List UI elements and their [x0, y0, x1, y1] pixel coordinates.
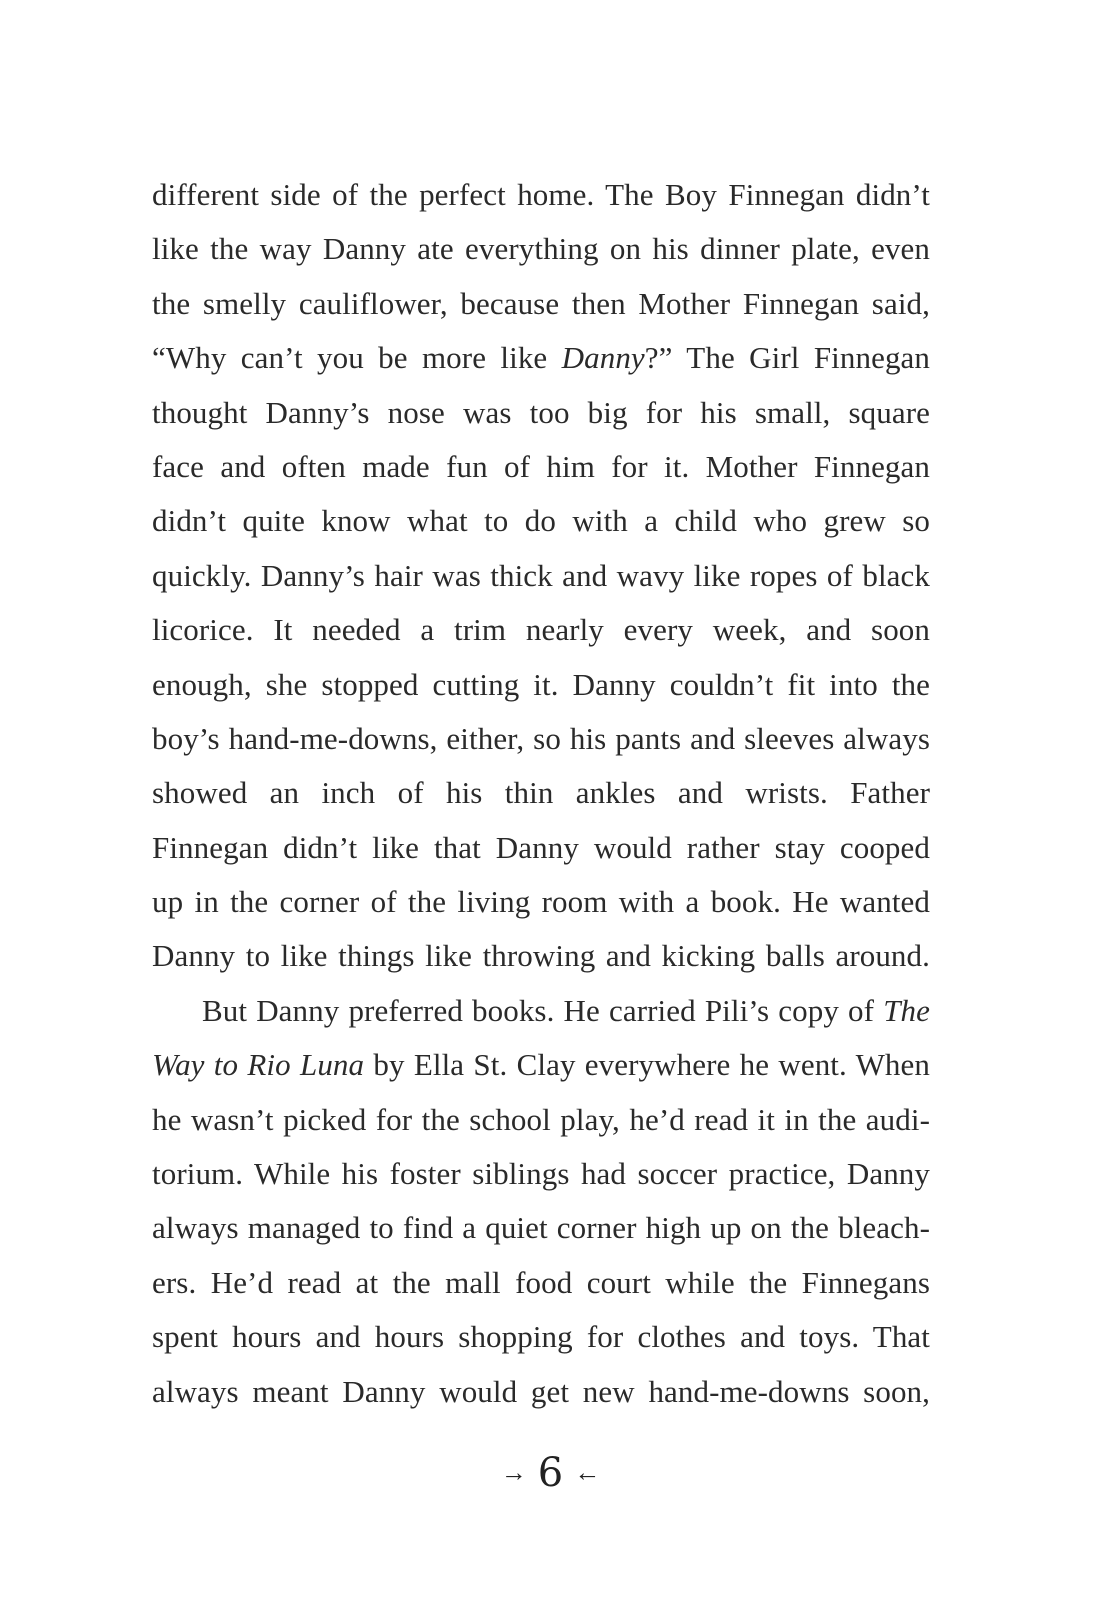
text-line: up in the corner of the living room with a book. He wanted: [152, 884, 930, 920]
text-line: ers. He’d read at the mall food court while the Finnegans: [152, 1264, 930, 1300]
italic-text: Danny: [561, 340, 645, 376]
text-line: always managed to find a quiet corner high up on the bleach-: [152, 1210, 930, 1246]
paragraph-1: [152, 168, 930, 984]
italic-text: The: [883, 992, 930, 1028]
text-run: But Danny preferred books. He carried Pili’s copy of: [202, 992, 884, 1028]
right-arrow-icon: →: [500, 1458, 527, 1487]
text-line: quickly. Danny’s hair was thick and wavy like ropes of black: [152, 557, 930, 593]
text-line: showed an inch of his thin ankles and wrists. Father: [152, 775, 930, 811]
text-line: didn’t quite know what to do with a child who grew so: [152, 503, 930, 539]
text-line: torium. While his foster siblings had soccer practice, Danny: [152, 1156, 930, 1192]
text-line: thought Danny’s nose was too big for his small, square: [152, 394, 930, 430]
text-line: he wasn’t picked for the school play, he’d read it in the audi-: [152, 1101, 930, 1137]
text-line: [152, 331, 930, 385]
italic-text: Way to Rio Luna: [152, 1047, 365, 1083]
text-run: “Why can’t you be more like: [152, 340, 562, 376]
paragraph-2: [152, 984, 930, 1419]
text-run: ?” The Girl Finnegan: [644, 340, 930, 376]
text-line: spent hours and hours shopping for clothes and toys. That: [152, 1319, 930, 1355]
page-number-footer: [0, 1450, 1101, 1496]
text-run: by Ella St. Clay everywhere he went. When: [364, 1047, 930, 1083]
text-line: [152, 1038, 930, 1092]
text-line: different side of the perfect home. The Boy Finnegan didn’t: [152, 177, 930, 212]
text-line: always meant Danny would get new hand-me-downs soon,: [152, 1373, 930, 1409]
page-number: 6: [537, 1450, 564, 1496]
text-line: boy’s hand-me-downs, either, so his pants and sleeves always: [152, 720, 930, 756]
text-line: enough, she stopped cutting it. Danny couldn’t fit into the: [152, 666, 930, 702]
text-line: [152, 984, 930, 1038]
text-line: Finnegan didn’t like that Danny would rather stay cooped: [152, 829, 930, 865]
text-line: face and often made fun of him for it. Mother Finnegan: [152, 448, 930, 484]
text-line: the smelly cauliflower, because then Mother Finnegan said,: [152, 285, 930, 321]
text-line: licorice. It needed a trim nearly every week, and soon: [152, 612, 930, 648]
text-line: like the way Danny ate everything on his dinner plate, even: [152, 231, 930, 267]
body-text: [152, 168, 930, 1419]
text-line: Danny to like things like throwing and kicking balls around.: [152, 938, 930, 974]
left-arrow-icon: ←: [574, 1458, 601, 1487]
